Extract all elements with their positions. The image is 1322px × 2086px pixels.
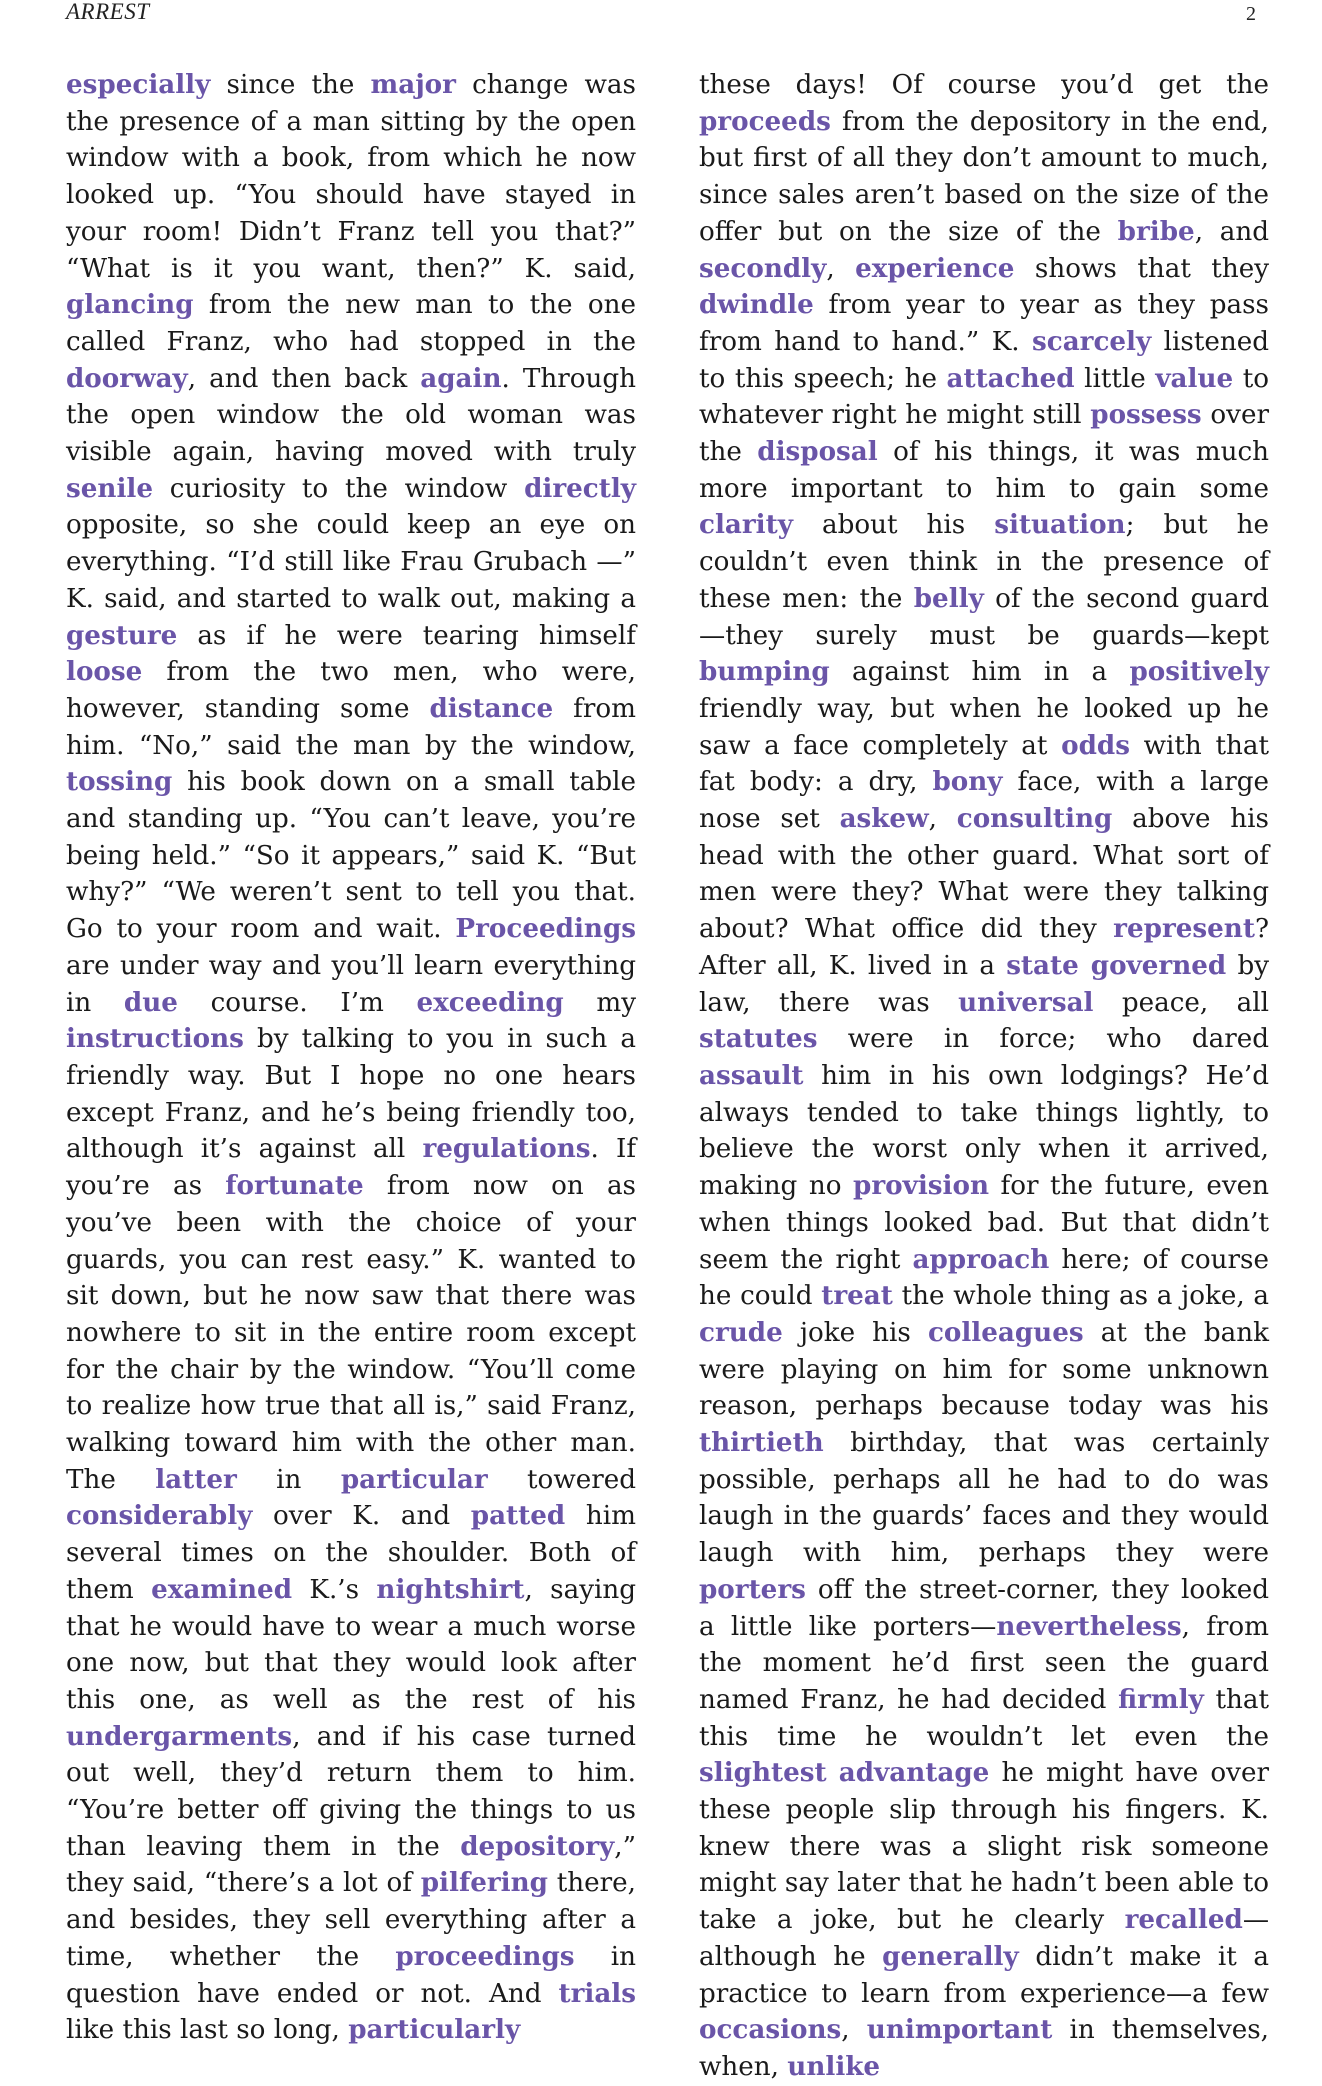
highlighted-word: universal (958, 986, 1094, 1018)
body-text: his book down on a small table and standing up. “You can’t leave, you’re being held.” “So it appears,” said K. “But why?” “We weren’t sent to tell you that. Go to your room and wait. (66, 767, 636, 945)
highlighted-word: especially (66, 69, 211, 100)
highlighted-word: again (420, 362, 502, 394)
body-text: from the depository in the end, but first of all they don’t amount to much, since sales aren’t based on the size of the offer but on the size of the (699, 106, 1269, 247)
highlighted-word: bribe (1117, 215, 1195, 247)
body-text: by talking to you in such a friendly way. But I hope no one hears except Franz, and he’s being friendly too, although it’s against all (66, 1024, 636, 1165)
body-text: opposite, so she could keep an eye on everything. “I’d still like Frau Grubach —” K. said, and started to walk out, making a (66, 510, 636, 614)
body-text (827, 1758, 839, 1788)
highlighted-word: generally (882, 1940, 1019, 1972)
highlighted-word: nightshirt (376, 1573, 525, 1605)
highlighted-word: represent (1113, 913, 1255, 945)
body-text: against him in a (829, 657, 1130, 688)
body-text: from year to year as they pass from hand to hand.” K. (699, 290, 1269, 357)
body-text: listened to this speech; he (699, 326, 1269, 394)
highlighted-word: scarcely (1032, 325, 1152, 357)
body-text: are under way and you’ll learn everything in (66, 950, 636, 1018)
body-text: shows that they (1014, 253, 1269, 284)
highlighted-word: due (123, 986, 178, 1018)
highlighted-word: undergarments (66, 1720, 293, 1752)
body-text: —although he (699, 1905, 1269, 1972)
highlighted-word: treat (821, 1280, 893, 1312)
body-text: ,” they said, “there’s a lot of (66, 1831, 636, 1899)
body-paragraph-right (699, 67, 1269, 2086)
body-text: , from the moment he’d first seen the guard named Franz, he had decided (699, 1611, 1269, 1715)
body-text: from the new man to the one called Franz, who had stopped in the (66, 290, 636, 357)
highlighted-word: crude (699, 1316, 783, 1348)
body-text: the whole thing as a joke, a (892, 1281, 1269, 1312)
body-text: from now on as you’ve been with the choice of your guards, you can rest easy.” K. wanted to sit down, but he now saw that there was nowhere to sit in the entire room except for the chair by the window. “You’ll come to realize how true that all is,” said Franz, walking toward him with the other man. The (66, 1171, 636, 1495)
body-text: ; but he couldn’t even think in the presence of these men: the (699, 510, 1269, 614)
body-text: curiosity to the window (153, 473, 525, 504)
body-text: joke his (782, 1317, 928, 1348)
body-text: off the street-corner, they looked a little like porters— (699, 1574, 1269, 1642)
highlighted-word: attached (946, 362, 1075, 394)
highlighted-word: situation (994, 509, 1126, 541)
body-text: above his head with the other guard. What sort of men were they? What were they talking about? What office did they (699, 804, 1269, 945)
body-text: , and then back (187, 363, 421, 394)
highlighted-word: firmly (1118, 1683, 1204, 1715)
body-text: of his things, it was much more important to him to gain some (699, 437, 1269, 504)
body-text: over K. and (252, 1501, 471, 1532)
highlighted-word: nevertheless (996, 1610, 1182, 1642)
highlighted-word: advantage (838, 1757, 990, 1789)
body-text: were in force; who dared (817, 1024, 1269, 1055)
body-text: of the second guard—they surely must be guards—kept (699, 583, 1269, 651)
highlighted-word: dwindle (699, 289, 814, 321)
body-text: these days! Of course you’d get the (699, 70, 1269, 100)
highlighted-word: latter (155, 1463, 237, 1495)
highlighted-word: belly (913, 582, 984, 614)
highlighted-word: fortunate (225, 1170, 364, 1202)
highlighted-word: distance (429, 692, 554, 724)
highlighted-word: loose (66, 656, 143, 688)
highlighted-word: unlike (787, 2050, 881, 2082)
highlighted-word: trials (558, 1977, 636, 2009)
body-text: here; of course he could (699, 1244, 1269, 1312)
highlighted-word: instructions (66, 1023, 244, 1055)
highlighted-word: particularly (348, 2014, 521, 2046)
highlighted-word: unimportant (866, 2014, 1053, 2046)
body-text: . If you’re as (66, 1134, 637, 1202)
body-text: course. I’m (177, 987, 417, 1018)
body-text: my (563, 987, 636, 1018)
body-text: towered (487, 1464, 637, 1495)
body-text: at the bank were playing on him for some unknown reason, perhaps because today was his (699, 1317, 1270, 1422)
highlighted-word: statutes (699, 1023, 818, 1055)
highlighted-word: provision (853, 1170, 989, 1202)
body-text: as if he were tearing himself (177, 620, 636, 651)
highlighted-word: patted (470, 1500, 566, 1532)
body-text: , (841, 2015, 867, 2046)
highlighted-word: recalled (1124, 1904, 1243, 1936)
highlighted-word: occasions (699, 2014, 842, 2046)
body-text: didn’t make it a practice to learn from experience—a few (699, 1941, 1269, 2009)
body-text: , (928, 804, 957, 835)
chapter-title: ARREST (66, 0, 150, 24)
highlighted-word: thirtieth (699, 1427, 824, 1459)
highlighted-word: directly (524, 472, 636, 504)
body-text: , (826, 253, 856, 284)
body-text: . Through the open window the old woman was visible again, having moved with truly (66, 363, 636, 468)
highlighted-word: considerably (66, 1500, 253, 1532)
highlighted-word: tossing (66, 766, 173, 798)
highlighted-word: regulations (422, 1133, 591, 1165)
body-text: that this time he wouldn’t let even the (699, 1684, 1269, 1752)
body-text: peace, all (1093, 987, 1270, 1018)
body-text: K.’s (292, 1574, 377, 1605)
highlighted-word: porters (699, 1573, 806, 1605)
highlighted-word: exceeding (416, 986, 564, 1018)
running-head (66, 0, 1256, 28)
body-text: face, with a large nose set (699, 767, 1269, 835)
highlighted-word: glancing (66, 289, 194, 321)
highlighted-word: disposal (757, 436, 878, 468)
highlighted-word: gesture (66, 619, 178, 651)
body-text: over the (699, 400, 1269, 468)
text-column-left (66, 67, 636, 2049)
body-text: with that fat body: a dry, (699, 730, 1269, 798)
body-text: for the future, even when things looked bad. But that didn’t seem the right (699, 1171, 1269, 1275)
highlighted-word: particular (340, 1463, 488, 1495)
highlighted-word: consulting (956, 803, 1113, 835)
body-text: about his (792, 510, 995, 541)
highlighted-word: major (370, 69, 456, 100)
highlighted-word: possess (1090, 399, 1202, 431)
body-text: in themselves, when, (699, 2015, 1269, 2082)
body-text: little (1074, 363, 1156, 394)
text-column-right (699, 67, 1269, 2086)
page-number: 2 (1246, 3, 1256, 25)
body-text: since the (210, 70, 371, 100)
body-text: like this last so long, (66, 2015, 349, 2046)
highlighted-word: slightest (699, 1757, 827, 1789)
body-text: him several times on the shoulder. Both of them (66, 1501, 636, 1605)
body-text: , saying that he would have to wear a much worse one now, but that they would look after this one, as well as the rest of his (66, 1574, 637, 1715)
body-text: he might have over these people slip through his fingers. K. knew there was a slight risk someone might say later that he hadn’t been able to take a joke, but he clearly (699, 1758, 1269, 1936)
highlighted-word: Proceedings (455, 913, 636, 945)
highlighted-word: odds (1061, 729, 1130, 761)
highlighted-word: colleagues (927, 1316, 1084, 1348)
highlighted-word: proceedings (395, 1940, 575, 1972)
body-text: , and (1194, 216, 1269, 247)
highlighted-word: state governed (1006, 949, 1227, 981)
body-text: in question have ended or not. And (66, 1941, 636, 2009)
highlighted-word: bony (932, 766, 1003, 798)
highlighted-word: proceeds (699, 105, 831, 137)
highlighted-word: secondly (699, 252, 827, 284)
highlighted-word: senile (66, 472, 154, 504)
highlighted-word: askew (839, 803, 929, 835)
body-text: in (236, 1464, 341, 1495)
highlighted-word: experience (855, 252, 1015, 284)
body-text: him in his own lodgings? He’d always tended to take things lightly, to believe the worst only when it arrived, making no (699, 1060, 1269, 1202)
body-paragraph-left (66, 67, 636, 2049)
body-text: , and if his case turned out well, they’d return them to him. “You’re better off giving the things to us than leaving them in the (66, 1721, 636, 1862)
body-text: birthday, that was certainly possible, perhaps all he had to do was laugh in the guards’ faces and they would laugh with him, perhaps they were (699, 1428, 1269, 1569)
body-text: ? After all, K. lived in a (699, 914, 1269, 981)
highlighted-word: positively (1129, 656, 1269, 688)
body-text: friendly way, but when he looked up he saw a face completely at (699, 693, 1269, 761)
body-text: from the two men, who were, however, standing some (66, 657, 636, 724)
highlighted-word: depository (460, 1830, 615, 1862)
body-text: from him. “No,” said the man by the window, (66, 693, 636, 761)
body-text: there, and besides, they sell everything after a time, whether the (66, 1868, 636, 1972)
highlighted-word: assault (699, 1059, 804, 1091)
highlighted-word: pilfering (420, 1867, 548, 1899)
highlighted-word: approach (912, 1243, 1050, 1275)
highlighted-word: clarity (699, 509, 793, 541)
body-text: by law, there was (699, 950, 1270, 1018)
body-text: change was the presence of a man sitting by the open window with a book, from which he now looked up. “You should have stayed in your room! Didn’t Franz tell you that?” “What is it you want, then?” K. said, (66, 70, 636, 284)
highlighted-word: value (1155, 362, 1234, 394)
highlighted-word: doorway (66, 362, 188, 394)
highlighted-word: examined (151, 1573, 293, 1605)
highlighted-word: bumping (699, 656, 830, 688)
body-text: to whatever right he might still (699, 363, 1269, 431)
